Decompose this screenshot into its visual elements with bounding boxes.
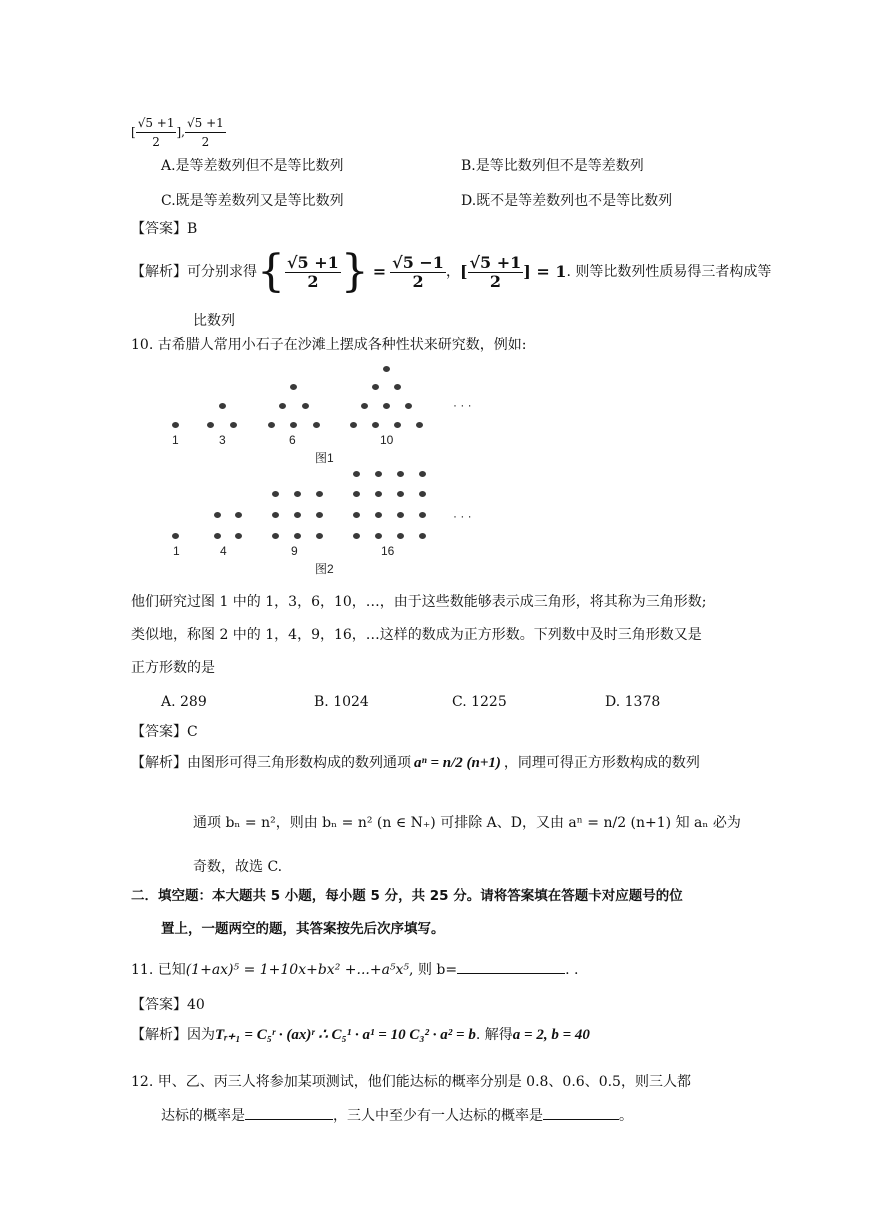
q12-blank-2[interactable] — [543, 1107, 619, 1120]
q10-para-3: 正方形数的是 — [131, 660, 215, 676]
q10-option-b: B. 1024 — [314, 694, 369, 710]
stone — [419, 533, 426, 539]
brace-open: { — [257, 246, 285, 297]
stone — [372, 384, 379, 390]
q10-option-d: D. 1378 — [605, 694, 661, 710]
stone — [316, 512, 323, 518]
q9-option-d: D.既不是等差数列也不是等比数列 — [461, 193, 673, 209]
stone — [207, 422, 214, 428]
stone — [235, 512, 242, 518]
stone — [272, 512, 279, 518]
q10-analysis-prefix: 【解析】由图形可得三角形数构成的数列通项 — [131, 755, 411, 771]
q11-analysis — [131, 1026, 590, 1044]
q12-text-a: 达标的概率是 — [161, 1108, 245, 1124]
q11-answer: 【答案】40 — [131, 997, 205, 1013]
stone — [375, 533, 382, 539]
stone — [268, 422, 275, 428]
q11-prefix: 11. 已知 — [131, 962, 186, 978]
q9-frac-3: $\frac{√5 +1}{2}$ — [469, 252, 522, 291]
stone — [383, 403, 390, 409]
q10-stem: 10. 古希腊人常用小石子在沙滩上摆成各种性状来研究数，例如: — [131, 337, 527, 353]
fig1-label-6: 6 — [289, 433, 296, 447]
stone — [416, 422, 423, 428]
q10-analysis-line3: 奇数，故选 C. — [193, 859, 283, 875]
q9-bracket: [ — [459, 262, 468, 281]
q12-text-b: ，三人中至少有一人达标的概率是 — [333, 1108, 543, 1124]
header-frac-1: $\frac{√5 +1}{2}$ — [137, 116, 175, 149]
ellipsis: · · · — [453, 398, 472, 412]
header-frac-2: $\frac{√5 +1}{2}$ — [186, 116, 224, 149]
stone — [353, 533, 360, 539]
fig2-label-4: 4 — [220, 544, 227, 558]
fig1-caption: 图1 — [315, 451, 334, 465]
q11-analysis-suffix: . 解得 — [475, 1027, 513, 1043]
figure-2-square — [131, 466, 501, 576]
stone — [353, 471, 360, 477]
stone — [302, 403, 309, 409]
stone — [214, 533, 221, 539]
q10-answer: 【答案】C — [131, 724, 198, 740]
stone — [316, 533, 323, 539]
q9-analysis-suffix: . 则等比数列性质易得三者构成等 — [566, 264, 772, 280]
stone — [419, 471, 426, 477]
q11-suffix: , 则 b= — [409, 962, 458, 978]
stone — [316, 491, 323, 497]
stone — [353, 491, 360, 497]
stone — [405, 403, 412, 409]
q9-header — [131, 114, 226, 151]
q12-blank-1[interactable] — [245, 1107, 333, 1120]
q9-option-c: C.既是等差数列又是等比数列 — [161, 193, 344, 209]
fig1-label-3: 3 — [219, 433, 226, 447]
stone — [375, 491, 382, 497]
figure-1-triangular — [131, 358, 501, 466]
stone — [272, 491, 279, 497]
stone — [172, 422, 179, 428]
stone — [350, 422, 357, 428]
q9-analysis-prefix: 【解析】可分别求得 — [131, 264, 257, 280]
stone — [394, 384, 401, 390]
stone — [279, 403, 286, 409]
q11-analysis-result: a = 2, b = 40 — [512, 1027, 590, 1043]
q10-triangular-formula: aⁿ = n/2 (n+1) — [414, 755, 501, 771]
stone — [294, 533, 301, 539]
q9-analysis-line2: 比数列 — [193, 313, 235, 329]
q12-line1: 12. 甲、乙、丙三人将参加某项测试，他们能达标的概率分别是 0.8、0.6、0.5，则三人都 — [131, 1074, 691, 1090]
bracket-close: ], — [176, 125, 185, 139]
stone — [361, 403, 368, 409]
fig1-label-1: 1 — [172, 433, 179, 447]
stone — [294, 512, 301, 518]
stone — [172, 533, 179, 539]
stone — [397, 491, 404, 497]
q9-frac-2: $\frac{√5 -1}{2}$ — [392, 252, 444, 291]
fig1-label-10: 10 — [380, 433, 394, 447]
q9-comma: ， — [445, 264, 460, 280]
q12-line2 — [161, 1107, 633, 1125]
stone — [375, 471, 382, 477]
q10-analysis-line1 — [131, 754, 700, 772]
fig2-caption: 图2 — [315, 562, 334, 576]
stone — [230, 422, 237, 428]
q11-stem — [131, 961, 578, 979]
stone — [219, 403, 226, 409]
q9-answer: 【答案】B — [131, 221, 198, 237]
stone — [290, 422, 297, 428]
stone — [235, 533, 242, 539]
stone — [394, 422, 401, 428]
stone — [419, 491, 426, 497]
q10-analysis-suffix: ，同理可得正方形数构成的数列 — [503, 755, 700, 771]
q10-option-a: A. 289 — [161, 694, 207, 710]
stone — [375, 512, 382, 518]
q10-para-1: 他们研究过图 1 中的 1，3，6，10，…，由于这些数能够表示成三角形，将其称为三角形数; — [131, 594, 707, 610]
q11-tail: . . — [565, 962, 579, 978]
stone — [397, 512, 404, 518]
fig2-label-1: 1 — [173, 544, 180, 558]
q9-eq-1: = — [372, 262, 387, 281]
fig2-label-9: 9 — [291, 544, 298, 558]
stone — [294, 491, 301, 497]
q10-analysis-line2: 通项 bₙ = n²，则由 bₙ = n² (n ∈ N₊) 可排除 A、D，又由 aⁿ = n/2 (n+1) 知 aₙ 必为 — [193, 815, 741, 831]
q9-analysis — [131, 246, 772, 297]
q11-formula: (1+ax)⁵ = 1+10x+bx² +...+a⁵x⁵ — [185, 962, 410, 978]
fig2-label-16: 16 — [381, 544, 395, 558]
stone — [372, 422, 379, 428]
q9-eq-2: ] = 1 — [523, 262, 567, 281]
stone — [313, 422, 320, 428]
q12-text-c: 。 — [619, 1108, 633, 1124]
q9-option-b: B.是等比数列但不是等差数列 — [461, 158, 644, 174]
section-2-heading-line2: 置上，一题两空的题，其答案按先后次序填写。 — [161, 921, 445, 937]
q10-para-2: 类似地，称图 2 中的 1，4，9，16，…这样的数成为正方形数。下列数中及时三角形数又是 — [131, 627, 702, 643]
section-2-heading-line1: 二．填空题：本大题共 5 小题，每小题 5 分，共 25 分。请将答案填在答题卡对应题号的位 — [131, 888, 683, 904]
stone — [397, 471, 404, 477]
stone — [272, 533, 279, 539]
bracket-open: [ — [131, 125, 136, 139]
q11-answer-blank[interactable] — [457, 961, 565, 974]
ellipsis: · · · — [453, 509, 472, 523]
brace-close: } — [340, 246, 369, 297]
stone — [397, 533, 404, 539]
q9-option-a: A.是等差数列但不是等比数列 — [161, 158, 344, 174]
stone — [214, 512, 221, 518]
q11-analysis-prefix: 【解析】因为 — [131, 1027, 215, 1043]
stone — [419, 512, 426, 518]
q10-option-c: C. 1225 — [452, 694, 507, 710]
stone — [290, 384, 297, 390]
q9-frac-1: $\frac{√5 +1}{2}$ — [287, 252, 339, 291]
q11-analysis-formula: Tᵣ₊₁ = C₅ʳ · (ax)ʳ ∴ C₅¹ · a¹ = 10 C₃² · a² = b — [215, 1027, 476, 1043]
stone — [353, 512, 360, 518]
stone — [383, 366, 390, 372]
